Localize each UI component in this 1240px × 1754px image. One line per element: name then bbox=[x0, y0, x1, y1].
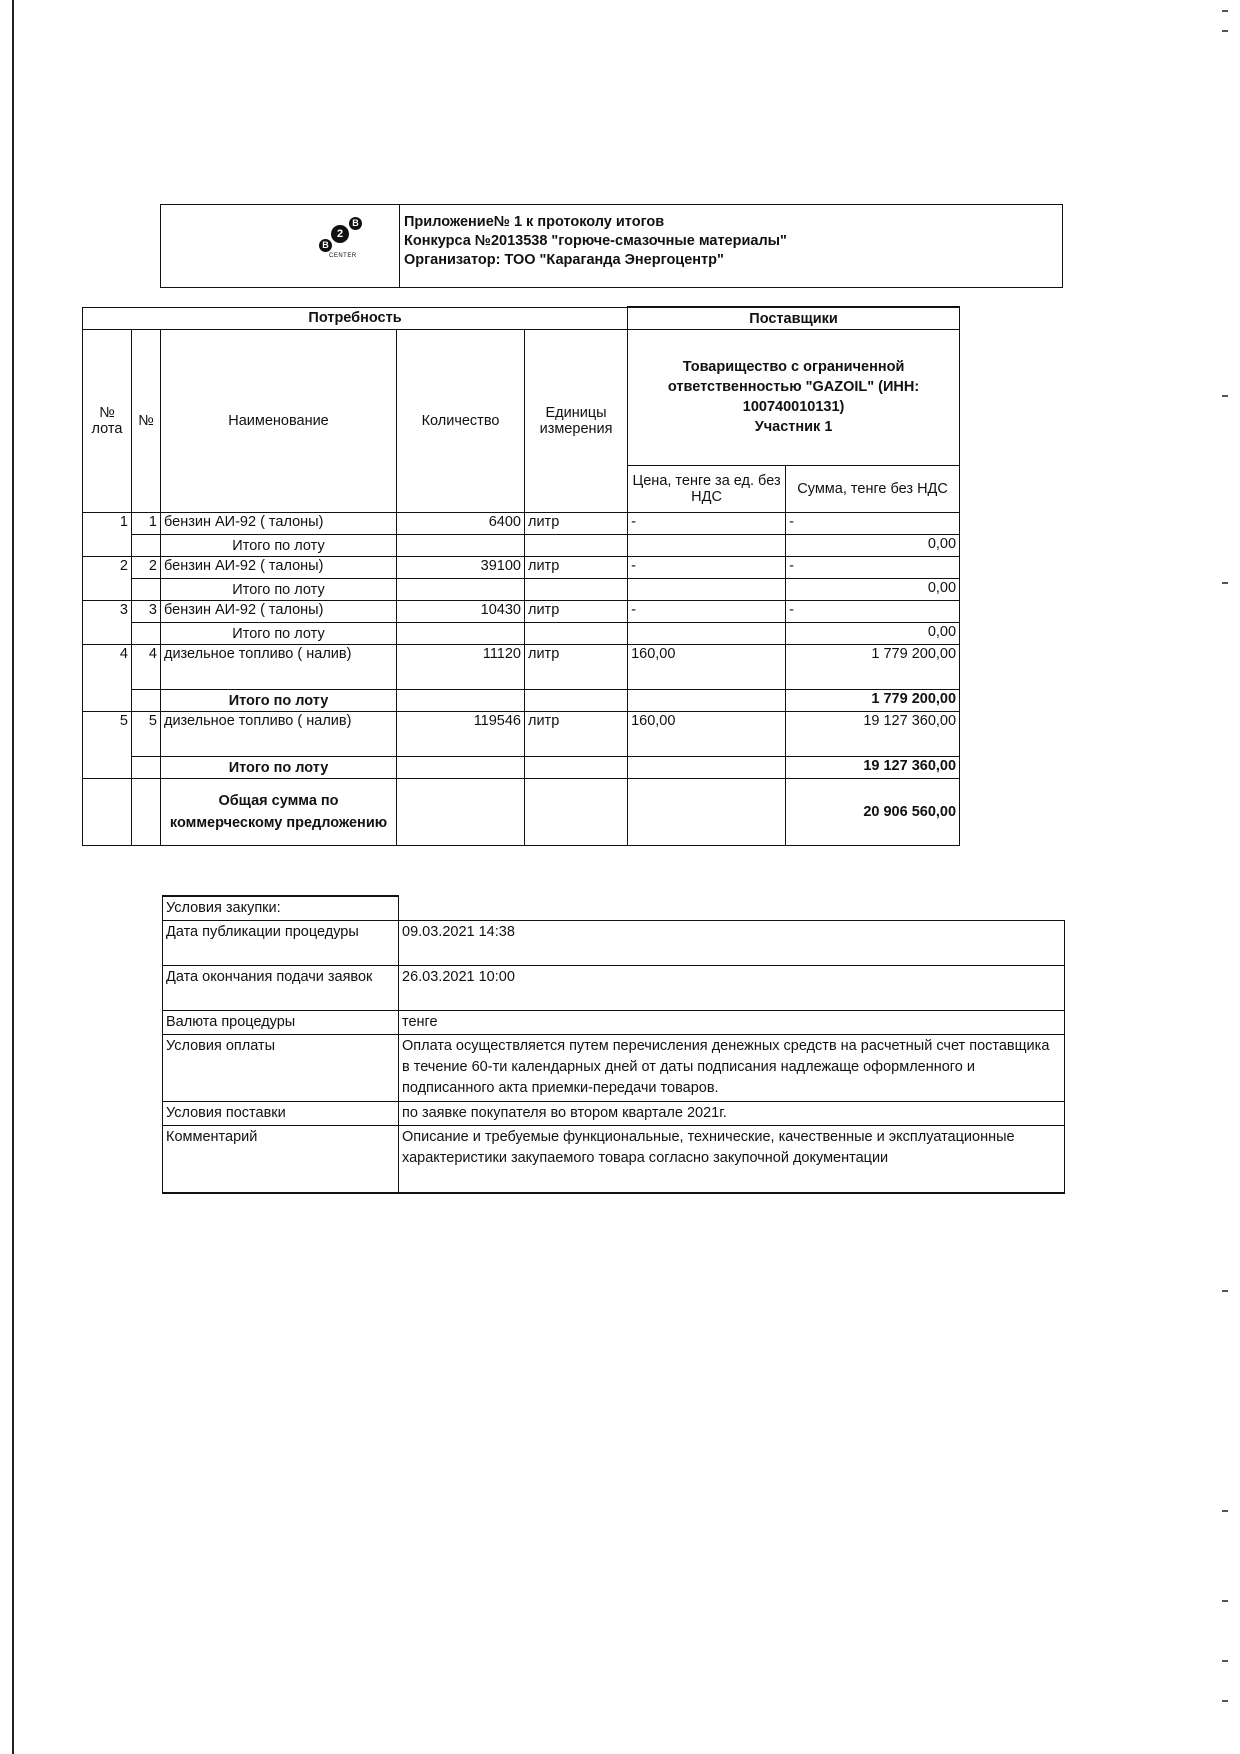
col-num: № bbox=[132, 330, 161, 513]
supplier-cell bbox=[628, 330, 960, 466]
item-unit: литр bbox=[525, 712, 628, 757]
condition-label: Условия оплаты bbox=[163, 1035, 399, 1102]
grand-total-label: Общая сумма по коммерческому предложению bbox=[161, 779, 397, 846]
col-unit: Единицы измерения bbox=[525, 330, 628, 513]
scan-mark bbox=[1222, 1700, 1228, 1702]
header-line-3: Организатор: ТОО "Караганда Энергоцентр" bbox=[404, 252, 724, 268]
item-name: дизельное топливо ( налив) bbox=[161, 645, 397, 690]
lot-number: 4 bbox=[83, 645, 132, 712]
subtotal-label: Итого по лоту bbox=[161, 535, 397, 557]
item-price: - bbox=[628, 513, 786, 535]
group-suppliers: Поставщики bbox=[628, 307, 960, 330]
table-row bbox=[83, 557, 960, 579]
condition-row bbox=[163, 1035, 1065, 1102]
table-row bbox=[83, 601, 960, 623]
lot-number: 1 bbox=[83, 513, 132, 557]
item-unit: литр bbox=[525, 645, 628, 690]
subtotal-value: 1 779 200,00 bbox=[786, 690, 960, 712]
item-qty: 6400 bbox=[397, 513, 525, 535]
table-row bbox=[83, 645, 960, 690]
condition-value: Оплата осуществляется путем перечисления денежных средств на расчетный счет поставщика в течение 60-ти календарных дней от даты подписания надлежаще оформленного и подписанного акта приемки-передачи товаров. bbox=[399, 1035, 1065, 1102]
lot-number: 2 bbox=[83, 557, 132, 601]
item-qty: 119546 bbox=[397, 712, 525, 757]
condition-value: Описание и требуемые функциональные, технические, качественные и эксплуатационные характеристики закупаемого товара согласно закупочной документации bbox=[399, 1126, 1065, 1194]
item-unit: литр bbox=[525, 601, 628, 623]
subtotal-label: Итого по лоту bbox=[161, 623, 397, 645]
item-sum: - bbox=[786, 557, 960, 579]
condition-label: Комментарий bbox=[163, 1126, 399, 1194]
header-line-2: Конкурса №2013538 "горюче-смазочные материалы" bbox=[404, 233, 787, 249]
condition-label: Условия поставки bbox=[163, 1102, 399, 1126]
condition-row bbox=[163, 1126, 1065, 1194]
subtotal-row bbox=[83, 757, 960, 779]
item-name: бензин АИ-92 ( талоны) bbox=[161, 601, 397, 623]
scan-mark bbox=[1222, 1600, 1228, 1602]
condition-value: тенге bbox=[399, 1011, 1065, 1035]
item-qty: 10430 bbox=[397, 601, 525, 623]
subtotal-label: Итого по лоту bbox=[161, 690, 397, 712]
condition-row bbox=[163, 921, 1065, 966]
condition-value: по заявке покупателя во втором квартале 2021г. bbox=[399, 1102, 1065, 1126]
subtotal-label: Итого по лоту bbox=[161, 757, 397, 779]
table-row bbox=[83, 712, 960, 757]
item-sum: 1 779 200,00 bbox=[786, 645, 960, 690]
logo-dot-2: 2 bbox=[331, 225, 349, 243]
header-line-1: Приложение№ 1 к протоколу итогов bbox=[404, 214, 665, 230]
subtotal-value: 0,00 bbox=[786, 579, 960, 601]
item-price: - bbox=[628, 601, 786, 623]
condition-row bbox=[163, 966, 1065, 1011]
scan-mark bbox=[1222, 582, 1228, 584]
group-need: Потребность bbox=[83, 307, 628, 330]
item-name: бензин АИ-92 ( талоны) bbox=[161, 557, 397, 579]
subtotal-label: Итого по лоту bbox=[161, 579, 397, 601]
condition-label: Дата публикации процедуры bbox=[163, 921, 399, 966]
table-row bbox=[83, 513, 960, 535]
logo-dot-b-right: B bbox=[349, 217, 362, 230]
col-qty: Количество bbox=[397, 330, 525, 513]
scan-mark bbox=[1222, 1290, 1228, 1292]
procurement-conditions bbox=[162, 895, 1065, 1194]
condition-label: Дата окончания подачи заявок bbox=[163, 966, 399, 1011]
subtotal-value: 0,00 bbox=[786, 535, 960, 557]
b2b-center-logo bbox=[313, 217, 373, 267]
item-qty: 11120 bbox=[397, 645, 525, 690]
grand-total-row bbox=[83, 779, 960, 846]
subtotal-value: 0,00 bbox=[786, 623, 960, 645]
logo-dot-b-left: B bbox=[319, 239, 332, 252]
item-price: - bbox=[628, 557, 786, 579]
item-sum: - bbox=[786, 513, 960, 535]
item-qty: 39100 bbox=[397, 557, 525, 579]
col-sum: Сумма, тенге без НДС bbox=[786, 465, 960, 512]
item-name: дизельное топливо ( налив) bbox=[161, 712, 397, 757]
col-lot: № лота bbox=[83, 330, 132, 513]
subtotal-row bbox=[83, 535, 960, 557]
subtotal-row bbox=[83, 623, 960, 645]
item-price: 160,00 bbox=[628, 712, 786, 757]
grand-total-value: 20 906 560,00 bbox=[786, 779, 960, 846]
scan-mark bbox=[1222, 395, 1228, 397]
protocol-header bbox=[160, 204, 1063, 288]
subtotal-row bbox=[83, 690, 960, 712]
col-price: Цена, тенге за ед. без НДС bbox=[628, 465, 786, 512]
logo-cell bbox=[161, 205, 400, 287]
subtotal-row bbox=[83, 579, 960, 601]
subtotal-value: 19 127 360,00 bbox=[786, 757, 960, 779]
condition-row bbox=[163, 1011, 1065, 1035]
supplier-name: Товарищество с ограниченной ответственностью "GAZOIL" (ИНН: 100740010131) bbox=[667, 359, 920, 416]
condition-value: 09.03.2021 14:38 bbox=[399, 921, 1065, 966]
results-table bbox=[82, 306, 960, 846]
scan-mark bbox=[1222, 1660, 1228, 1662]
scan-mark bbox=[1222, 10, 1228, 12]
scan-edge-line bbox=[12, 0, 14, 1754]
lot-number: 5 bbox=[83, 712, 132, 779]
header-text bbox=[400, 205, 1062, 287]
item-name: бензин АИ-92 ( талоны) bbox=[161, 513, 397, 535]
scan-mark bbox=[1222, 30, 1228, 32]
item-number: 4 bbox=[132, 645, 161, 690]
scan-mark bbox=[1222, 1510, 1228, 1512]
condition-value: 26.03.2021 10:00 bbox=[399, 966, 1065, 1011]
conditions-title: Условия закупки: bbox=[163, 896, 399, 921]
condition-label: Валюта процедуры bbox=[163, 1011, 399, 1035]
item-price: 160,00 bbox=[628, 645, 786, 690]
lot-number: 3 bbox=[83, 601, 132, 645]
item-sum: 19 127 360,00 bbox=[786, 712, 960, 757]
condition-row bbox=[163, 1102, 1065, 1126]
supplier-participant: Участник 1 bbox=[754, 419, 833, 436]
item-sum: - bbox=[786, 601, 960, 623]
logo-caption: CENTER bbox=[329, 253, 357, 259]
item-number: 5 bbox=[132, 712, 161, 757]
item-number: 2 bbox=[132, 557, 161, 579]
item-unit: литр bbox=[525, 557, 628, 579]
item-number: 1 bbox=[132, 513, 161, 535]
item-number: 3 bbox=[132, 601, 161, 623]
col-name: Наименование bbox=[161, 330, 397, 513]
item-unit: литр bbox=[525, 513, 628, 535]
